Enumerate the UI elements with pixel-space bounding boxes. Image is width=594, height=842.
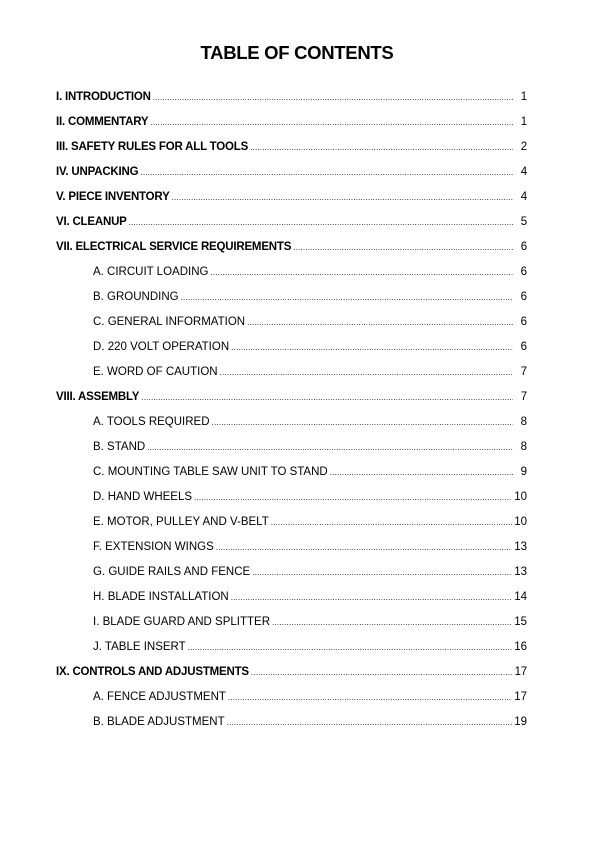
toc-entry-label: D. HAND WHEELS xyxy=(93,491,193,503)
toc-page-number: 4 xyxy=(520,191,527,203)
toc-subsection-entry xyxy=(93,564,527,580)
toc-entry-label: G. GUIDE RAILS AND FENCE xyxy=(93,566,251,578)
toc-entry-label: A. TOOLS REQUIRED xyxy=(93,416,210,428)
toc-page-number: 5 xyxy=(520,216,527,228)
toc-page-number: 13 xyxy=(514,541,527,553)
toc-dot-leader xyxy=(271,515,512,531)
toc-dot-leader xyxy=(231,590,513,606)
toc-entry-label: H. BLADE INSTALLATION xyxy=(93,591,229,603)
toc-page-number: 6 xyxy=(520,316,527,328)
toc-page-number: 6 xyxy=(520,341,527,353)
toc-dot-leader xyxy=(153,90,513,106)
toc-page-number: 10 xyxy=(514,516,527,528)
page-title: TABLE OF CONTENTS xyxy=(200,42,394,63)
toc-page-number: 13 xyxy=(514,566,527,578)
toc-subsection-entry xyxy=(93,364,527,380)
toc-entry-label: VI. CLEANUP xyxy=(56,216,127,228)
toc-page-number: 2 xyxy=(520,141,527,153)
toc-entry-label: A. CIRCUIT LOADING xyxy=(93,266,209,278)
toc-entry-label: A. FENCE ADJUSTMENT xyxy=(93,691,226,703)
toc-entry-label: E. MOTOR, PULLEY AND V-BELT xyxy=(93,516,269,528)
toc-dot-leader xyxy=(181,290,513,306)
toc-entry-label: III. SAFETY RULES FOR ALL TOOLS xyxy=(56,141,249,153)
toc-page-number: 1 xyxy=(520,91,527,103)
toc-section-entry xyxy=(56,89,527,105)
toc-entry-label: F. EXTENSION WINGS xyxy=(93,541,214,553)
toc-page-number: 17 xyxy=(514,691,527,703)
toc-dot-leader xyxy=(210,265,513,281)
toc-page-number: 8 xyxy=(520,441,527,453)
toc-dot-leader xyxy=(228,690,512,706)
toc-entry-label: C. GENERAL INFORMATION xyxy=(93,316,246,328)
toc-dot-leader xyxy=(250,140,513,156)
toc-page-number: 15 xyxy=(514,616,527,628)
toc-subsection-entry xyxy=(93,414,527,430)
toc-subsection-entry xyxy=(93,264,527,280)
toc-subsection-entry xyxy=(93,289,527,305)
toc-section-entry xyxy=(56,164,527,180)
toc-page-number: 4 xyxy=(520,166,527,178)
toc-dot-leader xyxy=(252,565,512,581)
toc-subsection-entry xyxy=(93,589,527,605)
toc-entry-label: B. STAND xyxy=(93,441,146,453)
toc-page-number: 10 xyxy=(514,491,527,503)
toc-page-number: 8 xyxy=(520,416,527,428)
toc-entry-label: V. PIECE INVENTORY xyxy=(56,191,170,203)
toc-entry-label: VII. ELECTRICAL SERVICE REQUIREMENTS xyxy=(56,241,292,253)
toc-entry-label: J. TABLE INSERT xyxy=(93,641,186,653)
toc-subsection-entry xyxy=(93,539,527,555)
toc-dot-leader xyxy=(247,315,513,331)
toc-dot-leader xyxy=(220,365,513,381)
toc-page-number: 6 xyxy=(520,241,527,253)
toc-entry-label: C. MOUNTING TABLE SAW UNIT TO STAND xyxy=(93,466,328,478)
toc-page-number: 14 xyxy=(514,591,527,603)
toc-dot-leader xyxy=(141,390,513,406)
toc-subsection-entry xyxy=(93,464,527,480)
toc-dot-leader xyxy=(293,240,513,256)
toc-entry-label: IX. CONTROLS AND ADJUSTMENTS xyxy=(56,666,249,678)
toc-page-number: 17 xyxy=(514,666,527,678)
toc-page-number: 9 xyxy=(520,466,527,478)
toc-dot-leader xyxy=(212,415,513,431)
toc-dot-leader xyxy=(330,465,513,481)
toc-entry-label: I. BLADE GUARD AND SPLITTER xyxy=(93,616,271,628)
toc-entry-label: IV. UNPACKING xyxy=(56,166,139,178)
toc-subsection-entry xyxy=(93,639,527,655)
toc-subsection-entry xyxy=(93,614,527,630)
toc-dot-leader xyxy=(194,490,512,506)
toc-entry-label: E. WORD OF CAUTION xyxy=(93,366,218,378)
toc-page-number: 1 xyxy=(520,116,527,128)
toc-dot-leader xyxy=(227,715,513,731)
toc-section-entry xyxy=(56,114,527,130)
toc-subsection-entry xyxy=(93,514,527,530)
toc-section-entry xyxy=(56,664,527,680)
toc-entry-label: B. GROUNDING xyxy=(93,291,179,303)
toc-page-number: 7 xyxy=(520,391,527,403)
toc-section-entry xyxy=(56,214,527,230)
toc-page-number: 16 xyxy=(514,641,527,653)
toc-dot-leader xyxy=(272,615,512,631)
toc-entry-label: VIII. ASSEMBLY xyxy=(56,391,140,403)
toc-subsection-entry xyxy=(93,689,527,705)
toc-dot-leader xyxy=(147,440,513,456)
toc-entry-label: II. COMMENTARY xyxy=(56,116,149,128)
toc-page-number: 19 xyxy=(514,716,527,728)
toc-dot-leader xyxy=(216,540,512,556)
toc-dot-leader xyxy=(251,665,513,681)
toc-dot-leader xyxy=(129,215,513,231)
toc-dot-leader xyxy=(231,340,513,356)
toc-entry-label: B. BLADE ADJUSTMENT xyxy=(93,716,225,728)
toc-subsection-entry xyxy=(93,314,527,330)
toc-subsection-entry xyxy=(93,439,527,455)
toc-section-entry xyxy=(56,139,527,155)
toc-subsection-entry xyxy=(93,714,527,730)
toc-page-number: 6 xyxy=(520,266,527,278)
toc-page-number: 6 xyxy=(520,291,527,303)
toc-subsection-entry xyxy=(93,339,527,355)
toc-entry-label: I. INTRODUCTION xyxy=(56,91,151,103)
toc-dot-leader xyxy=(188,640,513,656)
toc-section-entry xyxy=(56,189,527,205)
toc-section-entry xyxy=(56,389,527,405)
toc-page-number: 7 xyxy=(520,366,527,378)
toc-subsection-entry xyxy=(93,489,527,505)
toc-dot-leader xyxy=(140,165,513,181)
toc-dot-leader xyxy=(172,190,513,206)
toc-section-entry xyxy=(56,239,527,255)
toc-entry-label: D. 220 VOLT OPERATION xyxy=(93,341,230,353)
toc-dot-leader xyxy=(150,115,513,131)
